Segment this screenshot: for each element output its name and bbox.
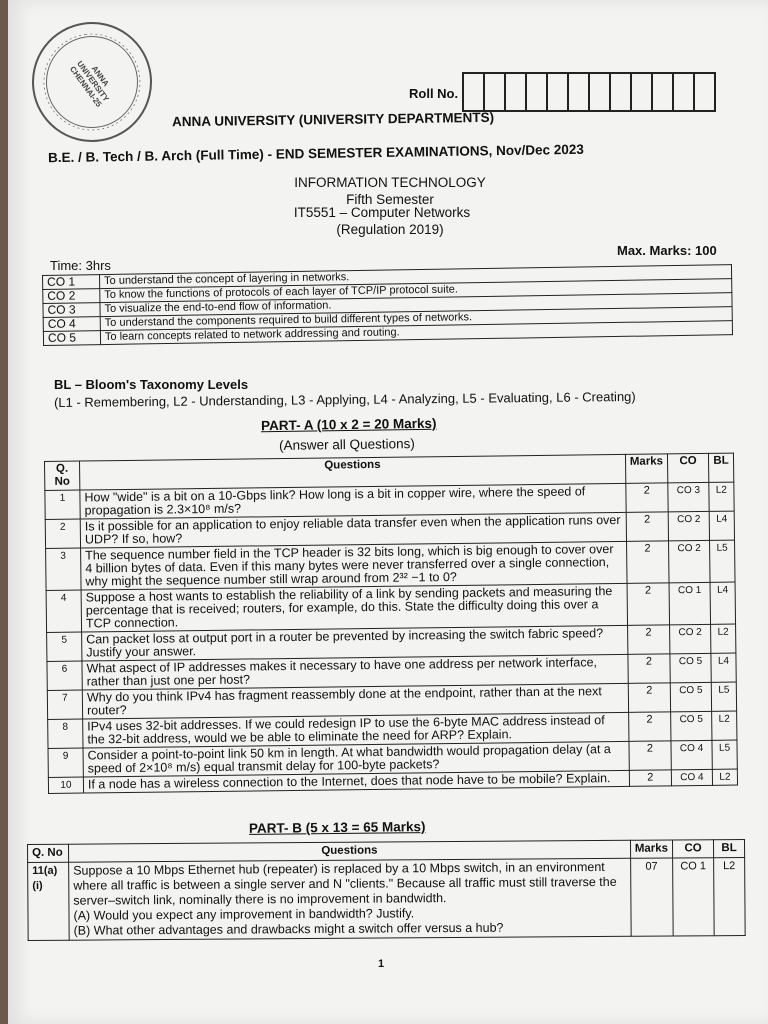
- exam-paper: [8, 0, 768, 1024]
- question-marks: 2: [627, 625, 670, 655]
- co-description: To understand the components required to build different types of networks.: [100, 307, 732, 331]
- question-body: Suppose a 10 Mbps Ethernet hub (repeater) is replaced by a 10 Mbps switch, in an environment where all traffic is between a single server and N "clients." Because all traffic must still traverse the server–switch link, nominally there is no improvement in bandwidth.: [73, 859, 617, 908]
- question-number: 11(a) (i): [28, 862, 70, 940]
- question-marks: 2: [629, 741, 672, 771]
- roll-digit-box[interactable]: [630, 72, 653, 112]
- header-questions: Questions: [69, 840, 631, 862]
- question-bl: L2: [709, 482, 734, 511]
- question-bl: L4: [711, 653, 736, 682]
- course-title: IT5551 – Computer Networks: [293, 205, 471, 220]
- question-number: 4: [46, 590, 82, 632]
- header-bl: BL: [713, 839, 744, 857]
- question-marks: 2: [627, 583, 670, 626]
- roll-digit-box[interactable]: [609, 72, 632, 112]
- question-bl: L2: [712, 711, 737, 740]
- question-marks: 2: [628, 712, 671, 742]
- blooms-title-text: BL – Bloom's Taxonomy Levels: [54, 377, 249, 392]
- roll-digit-box[interactable]: [483, 72, 506, 112]
- co-code: CO 1: [43, 275, 100, 290]
- question-number: 10: [48, 777, 83, 793]
- question-co: CO 5: [670, 682, 711, 711]
- question-text: What aspect of IP addresses makes it necessary to have one address per network interface, rather than just one per host?: [82, 654, 628, 690]
- question-co: CO 2: [668, 511, 709, 540]
- header-qno: Q. No: [28, 844, 69, 862]
- question-text: IPv4 uses 32-bit addresses. If we could redesign IP to use the 6-byte MAC address instead of the 32-bit address, would we be able to eliminate the need for ARP? Explain.: [83, 712, 629, 748]
- question-co: CO 5: [670, 653, 711, 682]
- roll-digit-box[interactable]: [651, 72, 674, 112]
- header-co: CO: [672, 840, 713, 858]
- question-co: CO 2: [669, 540, 711, 582]
- question-number: 6: [47, 661, 82, 690]
- roll-digit-box[interactable]: [546, 72, 569, 112]
- question-bl: L4: [710, 582, 736, 624]
- roll-digit-box[interactable]: [504, 72, 527, 112]
- co-description: To understand the concept of layering in networks.: [100, 265, 732, 289]
- table-row: [28, 857, 746, 940]
- question-bl: L2: [711, 624, 736, 653]
- part-a-instructions: (Answer all Questions): [278, 436, 415, 453]
- co-description: To visualize the end-to-end flow of information.: [100, 293, 732, 317]
- question-marks: 2: [628, 654, 671, 684]
- question-number: 3: [46, 548, 82, 590]
- question-co: CO 5: [671, 711, 712, 740]
- question-bl: L2: [714, 857, 746, 935]
- department-name: INFORMATION TECHNOLOGY: [294, 175, 486, 190]
- question-subpart-a: (A) Would you expect any improvement in bandwidth? Justify.: [73, 906, 415, 923]
- part-b-questions-table: [27, 839, 746, 941]
- exam-duration: Time: 3hrs: [50, 258, 111, 273]
- question-marks: 2: [628, 683, 671, 713]
- question-marks: 2: [626, 512, 669, 542]
- header-questions: Questions: [80, 454, 626, 490]
- question-bl: L5: [711, 682, 736, 711]
- question-marks: 2: [626, 541, 669, 584]
- question-text: The sequence number field in the TCP header is 32 bits long, which is big enough to cover over 4 billion bytes of data. Even if this many bytes were never transferred over a single connection, why might the sequence number still wrap around from 2³² −1 to 0?: [81, 541, 627, 590]
- roll-digit-box[interactable]: [693, 72, 716, 112]
- question-text: Suppose a host wants to establish the reliability of a link by sending packets and measuring the percentage that is received; routers, for example, do this. State the difficulty doing this over a TCP connection.: [81, 583, 627, 632]
- co-code: CO 4: [43, 317, 100, 332]
- question-co: CO 3: [668, 482, 709, 511]
- question-text: Is it possible for an application to enjoy reliable data transfer even when the application runs over UDP? If so, how?: [80, 512, 626, 548]
- co-description: To learn concepts related to network addressing and routing.: [100, 321, 732, 345]
- header-bl: BL: [708, 453, 733, 482]
- exam-title: B.E. / B. Tech / B. Arch (Full Time) - END SEMESTER EXAMINATIONS, Nov/Dec 2023: [47, 141, 584, 166]
- header-co: CO: [667, 453, 708, 482]
- question-co: CO 4: [671, 740, 712, 769]
- roll-number-label: Roll No.: [409, 86, 459, 101]
- stamp-text: ANNA UNIVERSITY CHENNAI-25: [67, 59, 111, 109]
- max-marks: Max. Marks: 100: [617, 243, 717, 258]
- header-marks: Marks: [630, 840, 672, 858]
- university-heading: ANNA UNIVERSITY (UNIVERSITY DEPARTMENTS): [171, 109, 495, 130]
- header-marks: Marks: [625, 454, 668, 484]
- regulation: (Regulation 2019): [336, 222, 444, 237]
- university-seal-stamp: [24, 14, 160, 150]
- roll-digit-box[interactable]: [567, 72, 590, 112]
- question-number: 8: [48, 719, 83, 748]
- question-co: CO 4: [671, 769, 712, 785]
- question-bl: L5: [710, 540, 736, 582]
- question-co: CO 1: [669, 582, 711, 624]
- question-text: Consider a point-to-point link 50 km in length. At what bandwidth would propagation delay (at a speed of 2×10⁸ m/s) equal transmit delay for 100-byte packets?: [83, 741, 629, 777]
- question-text: Can packet loss at output port in a router be prevented by increasing the switch fabric speed? Justify your answer.: [82, 625, 628, 661]
- question-co: CO 1: [673, 858, 715, 936]
- question-number: 9: [48, 748, 83, 777]
- part-b-title: PART- B (5 x 13 = 65 Marks): [248, 819, 426, 836]
- question-marks: 2: [629, 770, 671, 787]
- blooms-title: [53, 377, 636, 411]
- question-number: 5: [47, 632, 82, 661]
- course-outcomes-table: [42, 264, 733, 346]
- part-a-title: PART- A (10 x 2 = 20 Marks): [260, 415, 437, 434]
- question-text: How "wide" is a bit on a 10-Gbps link? How long is a bit in copper wire, where the speed of propagation is 2.3×10⁸ m/s?: [80, 483, 626, 519]
- semester: Fifth Semester: [346, 192, 434, 207]
- co-code: CO 5: [43, 331, 100, 346]
- roll-digit-box[interactable]: [462, 72, 485, 112]
- question-bl: L4: [709, 511, 734, 540]
- question-text: Why do you think IPv4 has fragment reassembly done at the endpoint, rather than at the next router?: [82, 683, 628, 719]
- question-subpart-b: (B) What other advantages and drawbacks might a switch offer versus a hub?: [73, 920, 504, 938]
- co-code: CO 3: [43, 303, 100, 318]
- question-number: 1: [45, 490, 80, 519]
- question-bl: L5: [712, 740, 737, 769]
- question-bl: L2: [712, 769, 737, 785]
- roll-digit-box[interactable]: [588, 72, 611, 112]
- page-number: 1: [378, 958, 385, 970]
- question-number: 7: [47, 690, 82, 719]
- question-number: 2: [45, 519, 80, 548]
- question-text: If a node has a wireless connection to the Internet, does that node have to be mobile? Explain.: [83, 770, 629, 793]
- question-co: CO 2: [670, 624, 711, 653]
- roll-number-boxes[interactable]: [464, 72, 716, 112]
- part-a-questions-table: [44, 453, 738, 794]
- roll-digit-box[interactable]: [525, 72, 548, 112]
- co-code: CO 2: [43, 289, 100, 304]
- blooms-levels: (L1 - Remembering, L2 - Understanding, L3 - Applying, L4 - Analyzing, L5 - Evaluating, L6 - Creating): [53, 388, 636, 411]
- co-description: To know the functions of protocols of each layer of TCP/IP protocol suite.: [100, 279, 732, 303]
- question-text: [69, 858, 631, 940]
- question-marks: 07: [630, 858, 673, 936]
- header-qno: Q. No: [45, 461, 80, 490]
- roll-digit-box[interactable]: [672, 72, 695, 112]
- question-marks: 2: [626, 483, 669, 513]
